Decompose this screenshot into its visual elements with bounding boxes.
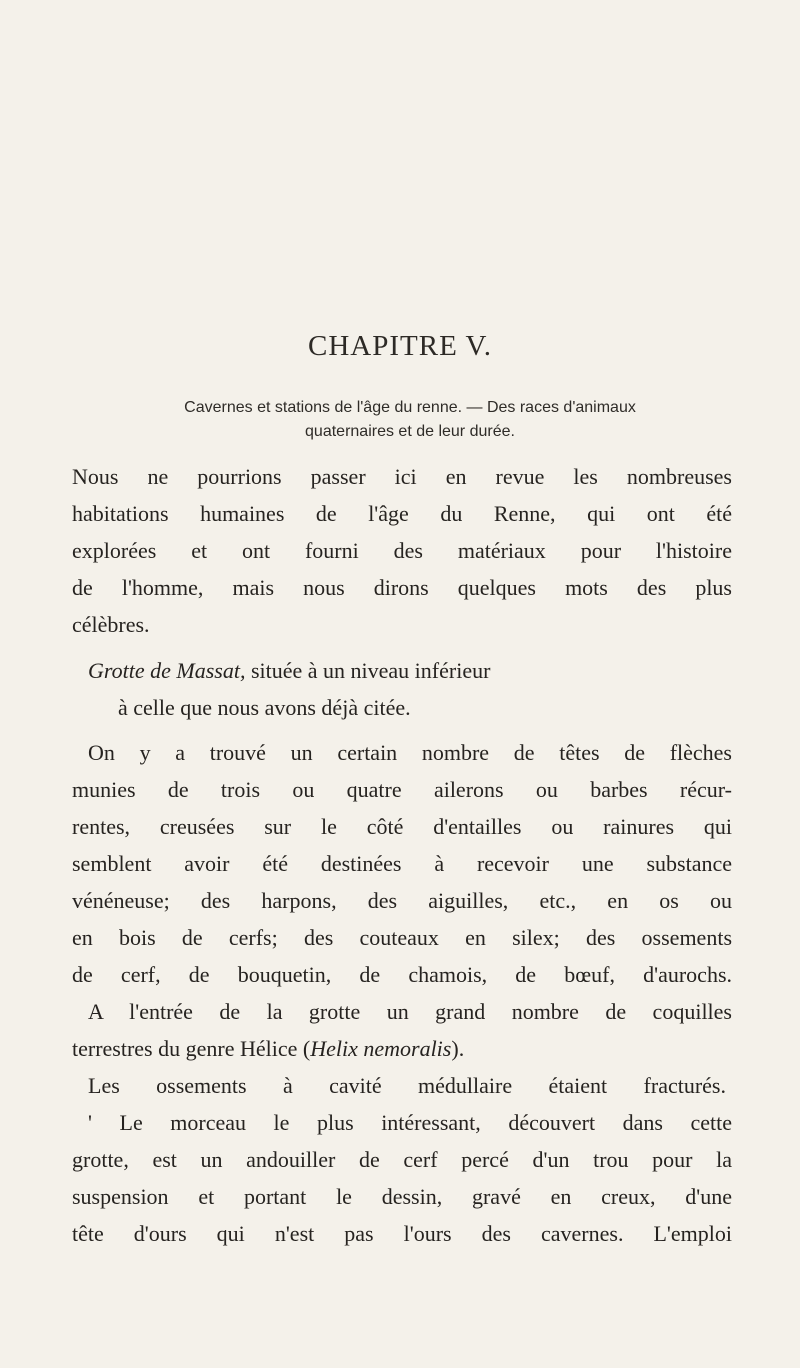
text-line: Nous ne pourrions passer ici en revue les nombreuses — [72, 464, 732, 489]
text-line: A l'entrée de la grotte un grand nombre de coquilles — [88, 999, 732, 1024]
text-line: célèbres. — [72, 612, 150, 637]
text-line: rentes, creusées sur le côté d'entailles ou rainures qui — [72, 814, 732, 839]
text-line: ' Le morceau le plus intéressant, découvert dans cette — [88, 1110, 732, 1135]
text-line: Les ossements à cavité médullaire étaient fracturés. — [88, 1073, 726, 1098]
text-line: grotte, est un andouiller de cerf percé d'un trou pour la — [72, 1147, 732, 1172]
text-part: terrestres du genre Hélice ( — [72, 1036, 311, 1061]
chapter-summary — [150, 396, 670, 444]
summary-line: Cavernes et stations de l'âge du renne. — Des races d'animaux — [184, 399, 636, 416]
text-line: de l'homme, mais nous dirons quelques mots des plus — [72, 575, 732, 600]
text-line: tête d'ours qui n'est pas l'ours des cavernes. L'emploi — [72, 1221, 732, 1246]
text-part: ). — [451, 1036, 465, 1061]
text-line: de cerf, de bouquetin, de chamois, de bœuf, d'aurochs. — [72, 962, 732, 987]
section-heading — [88, 654, 490, 688]
text-line: vénéneuse; des harpons, des aiguilles, etc., en os ou — [72, 888, 732, 913]
text-line: On y a trouvé un certain nombre de têtes de flèches — [88, 740, 732, 765]
text-line: habitations humaines de l'âge du Renne, qui ont été — [72, 501, 732, 526]
place-name: Grotte de Massat, — [88, 658, 246, 683]
summary-line: quaternaires et de leur durée. — [305, 423, 515, 440]
text-line: en bois de cerfs; des couteaux en silex; des ossements — [72, 925, 732, 950]
text-line: explorées et ont fourni des matériaux pour l'histoire — [72, 538, 732, 563]
text-line: munies de trois ou quatre ailerons ou barbes récur- — [72, 777, 732, 802]
text-line: semblent avoir été destinées à recevoir une substance — [72, 851, 732, 876]
chapter-title: CHAPITRE V. — [308, 330, 492, 362]
species-name: Helix nemoralis — [310, 1036, 452, 1061]
text-line — [72, 1032, 464, 1066]
text-line: à celle que nous avons déjà citée. — [118, 695, 411, 720]
text-line: suspension et portant le dessin, gravé en creux, d'une — [72, 1184, 732, 1209]
heading-text: située à un niveau inférieur — [245, 658, 491, 683]
